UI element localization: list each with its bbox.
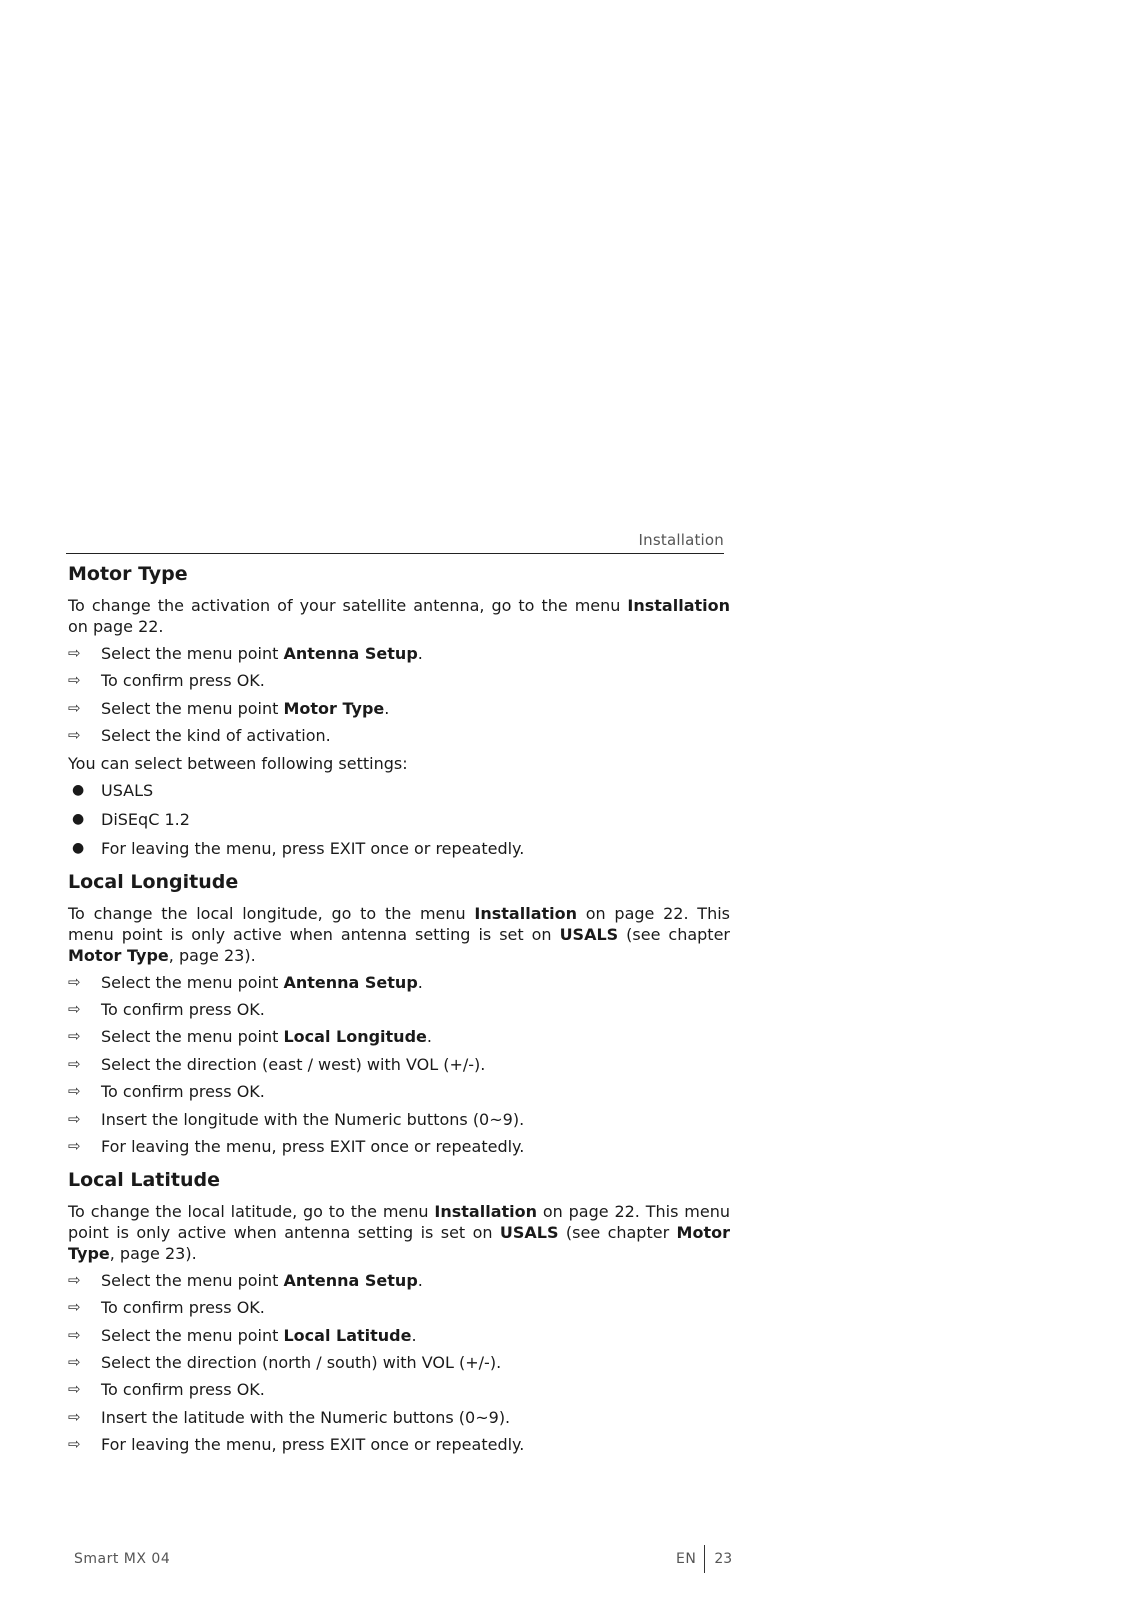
text-run: Select the menu point: [101, 1270, 284, 1290]
list-item: [68, 780, 730, 801]
page-content: [68, 560, 730, 1462]
running-header: Installation: [638, 531, 724, 549]
text-run: .: [417, 1270, 423, 1290]
text-run: .: [417, 644, 423, 663]
section-intro: [68, 595, 730, 637]
arrow-right-outline-icon: ⇨: [68, 1407, 81, 1426]
step-item: [68, 725, 730, 746]
bold-term: USALS: [559, 924, 619, 944]
arrow-right-outline-icon: ⇨: [68, 1027, 81, 1046]
step-list: [68, 972, 730, 1157]
section-intro: [68, 1201, 730, 1264]
bold-term: Installation: [474, 903, 577, 923]
text-run: To change the local longitude, go to the menu: [68, 903, 475, 923]
bullet-dot-icon: ●: [72, 839, 85, 856]
bold-term: USALS: [499, 1222, 559, 1242]
arrow-right-outline-icon: ⇨: [68, 972, 81, 991]
step-item: [68, 1026, 730, 1047]
bullet-dot-icon: ●: [72, 810, 85, 827]
text-run: To confirm press OK.: [101, 1380, 265, 1400]
text-run: Select the menu point: [101, 698, 284, 718]
section-intro: [68, 903, 730, 966]
bullet-text: For leaving the menu, press EXIT once or repeatedly.: [101, 838, 525, 858]
bold-term: Motor Type: [68, 945, 169, 965]
arrow-right-outline-icon: ⇨: [68, 1435, 81, 1454]
step-list: [68, 1270, 730, 1455]
section-heading: Local Latitude: [68, 1168, 220, 1191]
text-run: For leaving the menu, press EXIT once or repeatedly.: [101, 1136, 525, 1156]
step-item: [68, 972, 730, 993]
footer-language: EN: [676, 1551, 697, 1567]
text-run: To confirm press OK.: [101, 1082, 265, 1102]
arrow-right-outline-icon: ⇨: [68, 1054, 81, 1073]
step-item: [68, 1081, 730, 1102]
step-item: [68, 1270, 730, 1291]
bold-term: Local Longitude: [283, 1027, 427, 1047]
step-item: [68, 1407, 730, 1428]
text-run: Insert the latitude with the Numeric buttons (0~9).: [101, 1407, 511, 1427]
bold-term: Local Latitude: [283, 1325, 412, 1345]
page-number: 23: [714, 1551, 733, 1567]
header-divider: [66, 553, 724, 554]
step-item: [68, 670, 730, 691]
arrow-right-outline-icon: ⇨: [68, 698, 81, 717]
arrow-right-outline-icon: ⇨: [68, 1353, 81, 1372]
arrow-right-outline-icon: ⇨: [68, 671, 81, 690]
text-run: To confirm press OK.: [101, 999, 265, 1019]
arrow-right-outline-icon: ⇨: [68, 644, 81, 662]
text-run: Select the menu point: [101, 1325, 284, 1345]
text-run: To confirm press OK.: [101, 671, 265, 691]
bold-term: Motor Type: [68, 1222, 730, 1263]
text-run: (see chapter: [558, 1222, 677, 1242]
text-run: , page 23).: [168, 945, 256, 965]
text-run: Select the menu point: [101, 972, 284, 992]
arrow-right-outline-icon: ⇨: [68, 1109, 81, 1128]
settings-intro: You can select between following settings:: [68, 753, 408, 773]
section: [68, 1168, 730, 1455]
arrow-right-outline-icon: ⇨: [68, 726, 81, 745]
bold-term: Motor Type: [283, 698, 385, 718]
arrow-right-outline-icon: ⇨: [68, 1380, 81, 1399]
section: [68, 870, 730, 1157]
settings-list: [68, 780, 730, 859]
arrow-right-outline-icon: ⇨: [68, 999, 81, 1018]
step-item: [68, 1109, 730, 1130]
text-run: .: [411, 1325, 417, 1345]
text-run: Insert the longitude with the Numeric buttons (0~9).: [101, 1109, 525, 1129]
arrow-right-outline-icon: ⇨: [68, 1136, 81, 1155]
step-item: [68, 1136, 730, 1157]
step-item: [68, 1325, 730, 1346]
arrow-right-outline-icon: ⇨: [68, 1298, 81, 1317]
text-run: To change the activation of your satellite antenna, go to the menu: [68, 596, 628, 615]
text-run: on page 22.: [68, 617, 164, 636]
section-heading: Motor Type: [68, 563, 188, 585]
section-heading: Local Longitude: [68, 870, 239, 893]
bullet-text: DiSEqC 1.2: [101, 809, 190, 829]
bold-term: Installation: [627, 596, 730, 615]
text-run: on page 22. This menu point is only active when antenna setting is set on: [68, 903, 730, 944]
arrow-right-outline-icon: ⇨: [68, 1270, 81, 1289]
text-run: .: [426, 1027, 432, 1047]
arrow-right-outline-icon: ⇨: [68, 1325, 81, 1344]
arrow-right-outline-icon: ⇨: [68, 1082, 81, 1101]
step-item: [68, 1379, 730, 1400]
bold-term: Antenna Setup: [283, 1270, 418, 1290]
bullet-dot-icon: ●: [72, 781, 85, 798]
step-item: [68, 1352, 730, 1373]
text-run: Select the direction (east / west) with VOL (+/-).: [101, 1054, 486, 1074]
text-run: .: [384, 698, 390, 718]
list-item: [68, 809, 730, 830]
text-run: .: [417, 972, 423, 992]
step-item: [68, 643, 730, 664]
step-item: [68, 1054, 730, 1075]
bold-term: Antenna Setup: [283, 644, 418, 663]
text-run: Select the kind of activation.: [101, 726, 331, 746]
text-run: Select the menu point: [101, 1027, 284, 1047]
bold-term: Antenna Setup: [283, 972, 418, 992]
bullet-text: USALS: [101, 780, 154, 800]
section: [68, 562, 730, 859]
step-item: [68, 999, 730, 1020]
text-run: For leaving the menu, press EXIT once or repeatedly.: [101, 1435, 525, 1455]
text-run: (see chapter: [618, 924, 731, 944]
text-run: To change the local latitude, go to the menu: [68, 1201, 435, 1221]
step-item: [68, 1434, 730, 1455]
footer-product-name: Smart MX 04: [74, 1551, 171, 1567]
step-item: [68, 698, 730, 719]
step-list: [68, 643, 730, 746]
text-run: Select the menu point: [101, 644, 284, 663]
text-run: , page 23).: [109, 1243, 197, 1263]
footer-page-info: [676, 1544, 732, 1574]
list-item: [68, 838, 730, 859]
text-run: Select the direction (north / south) with VOL (+/-).: [101, 1353, 502, 1373]
step-item: [68, 1297, 730, 1318]
text-run: To confirm press OK.: [101, 1298, 265, 1318]
bold-term: Installation: [434, 1201, 537, 1221]
text-run: on page 22. This menu point is only active when antenna setting is set on: [68, 1201, 731, 1242]
